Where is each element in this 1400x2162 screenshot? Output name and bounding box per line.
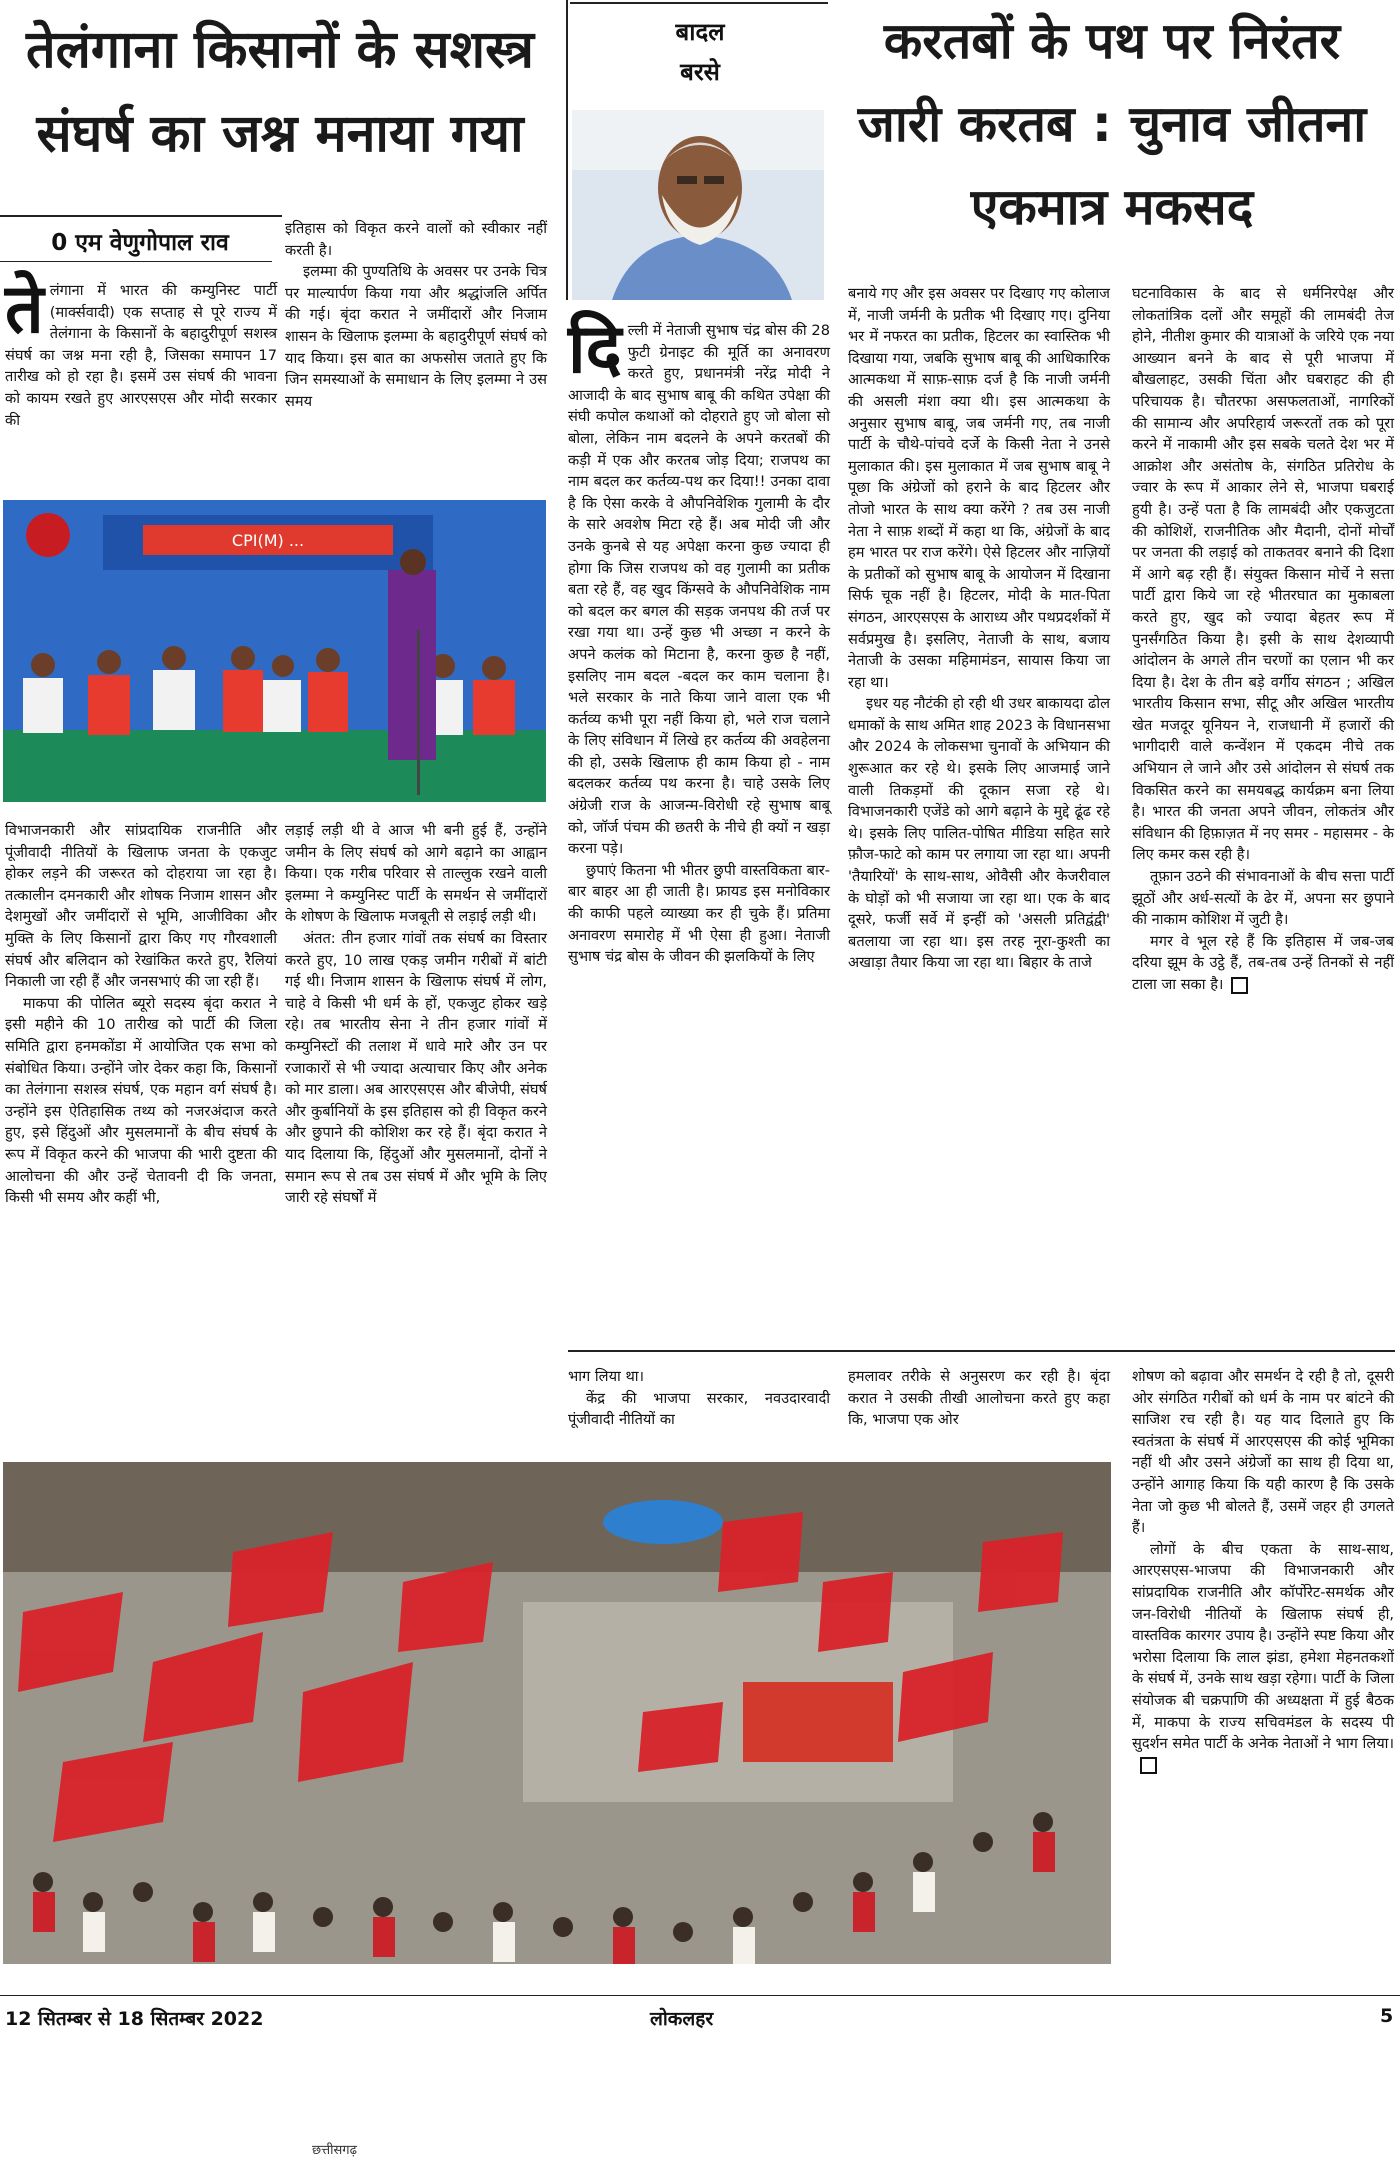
left-article-col4-bottom xyxy=(848,1366,1110,1431)
right-article-col4-top xyxy=(848,283,1110,974)
paragraph xyxy=(1132,1539,1394,1777)
columnist-portrait-photo xyxy=(572,110,824,300)
paragraph-text: मगर वे भूल रहे हैं कि इतिहास में जब-जब दरिया झूम के उट्ठे हैं, तब-तब उन्हें तिनकों से नहीं टाला जा सका है। xyxy=(1132,932,1394,993)
paragraph: माकपा की पोलित ब्यूरो सदस्य बृंदा करात ने इसी महीने की 10 तारीख को पार्टी की जिला समिति द्वारा हनमकोंडा में आयोजित एक सभा को संबोधित किया। उन्होंने जोर देकर कहा कि, किसानों का तेलंगाना सशस्त्र संघर्ष, एक महान वर्ग संघर्ष है। उन्होंने इस ऐतिहासिक तथ्य को नजरअंदाज करते हुए, इसे हिंदुओं और मुसलमानों के बीच संघर्ष के रूप में विकृत करने की भाजपा की भारी दुष्टता की आलोचना की और उन्हें चेतावनी दी कि जनता, किसी भी समय और कहीं भी, xyxy=(5,994,277,1207)
columnist-header xyxy=(570,2,830,102)
left-article-col3-bottom xyxy=(568,1366,830,1431)
end-of-article-icon xyxy=(1140,1757,1157,1774)
paragraph: इलम्मा की पुण्यतिथि के अवसर पर उनके चित्र पर माल्यार्पण किया गया और श्रद्धांजलि अर्पित की गई। बृंदा करात ने जमींदारों और निजाम शासन के खिलाफ इलम्मा के बहादुरीपूर्ण संघर्ष को याद किया। इस बात का अफसोस जताते हुए कि जिन समस्याओं के समाधान के लिए इलम्मा ने उस समय xyxy=(285,263,547,410)
right-article-col5-top xyxy=(1132,283,1394,996)
byline-rule xyxy=(0,215,282,217)
stage-meeting-photo-illustration xyxy=(3,500,546,802)
columnist-name-line1: बादल xyxy=(675,18,725,46)
footer-page-number: 5 xyxy=(1380,2005,1394,2027)
end-of-article-icon xyxy=(1231,977,1248,994)
paragraph: इधर यह नौटंकी हो रही थी उधर बाकायदा ढोल धमाकों के साथ अमित शाह 2023 के विधानसभा और 2024 के लोकसभा चुनावों के अभियान की शुरूआत कर रहे थे। इसके लिए आजमाई जाने वाली तिकड़मों की दूकान सजा रहे थे। विभाजनकारी एजेंडे को आगे बढ़ाने के मुद्दे ढूंढ रहे थे। इसके लिए पालित-पोषित मीडिया सहित सारे फ़ौज-फाटे को काम पर लगाया जा रहा था। अपनी 'तैयारियों' के साथ-साथ, ओवैसी और केजरीवाल के घोड़ों को भी सजाया जा रहा था। एक के बाद दूसरे, फर्जी सर्वे में इन्हीं को 'असली प्रतिद्वंद्वी' बतलाया जा रहा था। इस तरह नूरा-कुश्ती का अखाड़ा तैयार किया जा रहा था। बिहार के ताजे xyxy=(848,695,1110,972)
left-article-col2-top xyxy=(285,218,547,412)
byline-underline xyxy=(0,261,272,262)
paragraph xyxy=(1132,931,1394,996)
left-article-col5-bottom xyxy=(1132,1366,1394,1776)
left-article-col1-top xyxy=(5,270,277,431)
rally-red-flags-photo xyxy=(3,1462,1111,1964)
banner-text: CPI(M) ... xyxy=(231,531,305,550)
rally-photo xyxy=(3,1462,1111,1964)
paragraph: घटनाविकास के बाद से धर्मनिरपेक्ष और लोकतांत्रिक दलों और समूहों की लामबंदी तेज होने, नीतीश कुमार की यात्राओं के जरिये एक नया आख्यान बनने के बाद से पूरी भाजपा में बौखलाहट, उसकी चिंता और घबराहट की ही परिचायक है। चौतरफा असफलताओं, नागरिकों की सामान्य और अपरिहार्य जरूरतों तक को पूरा करने में नाकामी और इस सबके चलते देश भर में आक्रोश और असंतोष के, संगठित प्रतिरोध के ज्वार के रूप में आकार लेने से, भाजपा घबराई हुयी है। उन्हें पता है कि लामबंदी और एकजुटता की कोशिशें, राजनीतिक और मैदानी, दोनों मोर्चों पर जनता की लड़ाई को ताकतवर बनाने की दिशा में आगे बढ़ रही हैं। संयुक्त किसान मोर्चे ने सत्ता पार्टी द्वारा किये जा रहे भीतरघात का मुकाबला करते हुए, खुद को ज्यादा बेहतर रूप में पुनर्संगठित किया है। इसी के साथ देशव्यापी आंदोलन के अगले तीन चरणों का एलान भी कर दिया है। देश के तीन बड़े वर्गीय संगठन ; अखिल भारतीय किसान सभा, सीटू और अखिल भारतीय खेत मजदूर यूनियन ने, राजधानी में हजारों की भागीदारी वाले कन्वेंशन में एकदम नीचे तक अभियान ले जाने और उसे आंदोलन से संघर्ष तक विकसित करने का समयबद्ध कार्यक्रम बना लिया है। भारत की जनता अपने जीवन, लोकतंत्र और संविधान की हिफ़ाज़त में नए समर - महासमर - के लिए कमर कस रही है। xyxy=(1132,285,1394,864)
footer-publication: लोकलहर xyxy=(650,2008,714,2030)
paragraph: विभाजनकारी और सांप्रदायिक राजनीति और पूंजीवादी नीतियों के खिलाफ जनता के एकजुट होकर लड़ने की जरूरत को दोहराया जा रहा है। तत्कालीन दमनकारी और शोषक निजाम शासन और देशमुखों और जमींदारों से भूमि, आजीविका और मुक्ति के लिए किसानों द्वारा किए गए गौरवशाली संघर्ष और बलिदान को रेखांकित करते हुए, रैलियां निकाली जा रही हैं और जनसभाएं की जा रही हैं। xyxy=(5,822,277,991)
paragraph: ल्ली में नेताजी सुभाष चंद्र बोस की 28 फुटी ग्रेनाइट की मूर्ति का अनावरण करते हुए, प्रधानमंत्री नरेंद्र मोदी ने आजादी के बाद सुभाष बाबू की कथित उपेक्षा की संघी कपोल कथाओं को दोहराते हुए जो बोला सो बोला, लेकिन नाम बदलने के अपने करतबों की कड़ी में एक और करतब जोड़ दिया; राजपथ का नाम बदल कर कर्तव्य-पथ कर दिया!! उनका दावा है कि ऐसा करके वे औपनिवेशिक गुलामी के दौर के सारे अवशेष मिटा रहे हैं। अब मोदी जी और उनके कुनबे से यह अपेक्षा करना कुछ ज्यादा ही होगा कि जिस राजपथ को वह गुलामी का प्रतीक बता रहे हैं, वह खुद किंग्सवे के औपनिवेशिक नाम को बदल कर बगल की सड़क जनपथ की तर्ज पर रखा गया था। उन्हें कुछ भी अच्छा न करने के अपने कलंक को मिटाना है, करना कुछ है नहीं, इसलिए नाम बदल -बदल कर काम चलाना है। भले सरकार के नाते किया जाने वाला एक भी कर्तव्य कभी पूरा नहीं किया हो, भले राज चलाने के लिए संविधान में लिखे हर कर्तव्य की अवहेलना की हो, उसके खिलाफ ही काम किया हो - नाम बदलकर कर्तव्य पथ करना है। चाहे उसके लिए अंग्रेजी राज के आजन्म-विरोधी रहे सुभाष बाबू को, जॉर्ज पंचम की छतरी के नीचे ही क्यों न खड़ा करना पड़े। xyxy=(568,322,830,858)
paragraph: लंगाना में भारत की कम्युनिस्ट पार्टी (मार्क्सवादी) एक सप्ताह से पूरे राज्य में तेलंगाना के किसानों के बहादुरीपूर्ण सशस्त्र संघर्ष का जश्न मना रही है, जिसका समापन 17 तारीख को हो रहा है। इसमें उस संघर्ष की भावना को कायम रखते हुए आरएसएस और मोदी सरकार की xyxy=(5,282,277,429)
left-headline: तेलंगाना किसानों के सशस्त्र संघर्ष का जश्न मनाया गया xyxy=(25,20,534,164)
right-article-col3-top xyxy=(568,310,830,968)
stage-meeting-photo xyxy=(3,500,546,802)
section-divider xyxy=(568,1350,1395,1352)
columnist-rule xyxy=(570,2,828,4)
column-divider xyxy=(566,0,568,300)
paragraph: भाग लिया था। xyxy=(568,1368,645,1385)
paragraph-text: लोगों के बीच एकता के साथ-साथ, आरएसएस-भाजपा की विभाजनकारी और सांप्रदायिक राजनीति और कॉर्पोरेट-समर्थक और जन-विरोधी नीतियों के खिलाफ संघर्ष ही, वास्तविक कारगर उपाय है। उन्होंने स्पष्ट किया और भरोसा दिलाया कि लाल झंडा, हमेशा मेहनतकशों के संघर्ष में, उनके साथ खड़ा रहेगा। पार्टी के जिला संयोजक बी चक्रपाणि की अध्यक्षता में हुई बैठक में, माकपा के राज्य सचिवमंडल के सदस्य पी सुदर्शन समेत पार्टी के अनेक नेताओं ने भाग लिया। xyxy=(1132,1540,1394,1753)
left-article-col1-bottom xyxy=(5,820,277,1209)
paragraph: बनाये गए और इस अवसर पर दिखाए गए कोलाज में, नाजी जर्मनी के प्रतीक भी दिखाए गए। दुनिया भर में नफरत का प्रतीक, हिटलर का स्वास्तिक भी दिखाया गया, जबकि सुभाष बाबू की आधिकारिक आत्मकथा में साफ़-साफ़ दर्ज है कि नाजी जर्मनी की असली मंशा क्या थी। इस आत्मकथा के अनुसार सुभाष बाबू, जब जर्मनी गए, तब नाजी पार्टी के चौथे-पांचवे दर्जे के किसी नेता ने उनसे मुलाकात की। इस मुलाकात में जब सुभाष बाबू ने पूछा कि अंग्रेजों को हराने के बाद हिटलर और तोजो भारत के साथ क्या करेंगे ? तब उस नाजी नेता ने साफ़ शब्दों में कहा था कि, अंग्रेजों के बाद हम भारत पर राज करेंगे। ऐसे हिटलर और नाज़ियों के प्रतीकों को सुभाष बाबू के आयोजन में दिखाना सिर्फ चूक नहीं है। हिटलर, मोदी के मात-पिता संगठन, आरएसएस के आराध्य और पथप्रदर्शकों में सर्वप्रमुख है। इसलिए, नेताजी के साथ, बजाय नेताजी के उसका महिमामंडन, सायास किया जा रहा था। xyxy=(848,285,1110,691)
paragraph: केंद्र की भाजपा सरकार, नवउदारवादी पूंजीवादी नीतियों का xyxy=(568,1389,830,1429)
paragraph: अंतत: तीन हजार गांवों तक संघर्ष का विस्तार करते हुए, 10 लाख एकड़ जमीन गरीबों में बांटी गई थी। निजाम शासन के खिलाफ संघर्ष में लोग, चाहे वे किसी भी धर्म के हों, एकजुट होकर खड़े रहे। तब भारतीय सेना ने तीन हजार गांवों में कम्युनिस्टों की तलाश में धावे मारे और उन पर रजाकारों से भी ज्यादा अत्याचार किए और अनेक को मार डाला। अब आरएसएस और बीजेपी, संघर्ष और कुर्बानियों के इस इतिहास को ही विकृत करने और छुपाने की कोशिश कर रहे हैं। बृंदा करात ने याद दिलाया कि, हिंदुओं और मुसलमानों, दोनों ने समान रूप से तब उस संघर्ष में और भूमि के लिए जारी रहे संघर्षों में xyxy=(285,929,547,1207)
paragraph: लड़ाई लड़ी थी वे आज भी बनी हुई हैं, उन्होंने जमीन के लिए संघर्ष को आगे बढ़ाने का आह्वान किया। एक गरीब परिवार से ताल्लुक रखने वाली इलम्मा ने कम्युनिस्ट पार्टी के समर्थन से जमींदारों के शोषण के खिलाफ मजबूती से लड़ाई लड़ी थी। xyxy=(285,822,547,926)
left-article-col2-bottom xyxy=(285,820,547,1209)
dropcap: दि xyxy=(568,310,622,389)
right-headline: करतबों के पथ पर निरंतर जारी करतब : चुनाव जीतना एकमात्र मकसद xyxy=(857,12,1367,236)
paragraph: छुपाएं कितना भी भीतर छुपी वास्तविकता बार-बार बाहर आ ही जाती है। फ्रायड इस मनोविकार की काफी पहले व्याख्या कर ही चुके हैं। प्रतिमा अनावरण समारोह में भी ऐसा ही हुआ। नेताजी सुभाष चंद्र बोस के जीवन की झलकियों के लिए xyxy=(568,861,830,966)
footer-rule xyxy=(0,1995,1400,1996)
footer-date: 12 सितम्बर से 18 सितम्बर 2022 xyxy=(5,2008,264,2030)
footer-note: छत्तीसगढ़ xyxy=(312,2143,357,2158)
byline: 0 एम वेणुगोपाल राव xyxy=(51,230,229,256)
paragraph: इतिहास को विकृत करने वालों को स्वीकार नहीं करती है। xyxy=(285,220,547,259)
dropcap: ते xyxy=(5,270,44,349)
paragraph: तूफ़ान उठने की संभावनाओं के बीच सत्ता पार्टी झूठों और अर्ध-सत्यों के ढेर में, अपना सर छुपाने की नाकाम कोशिश में जुटी है। xyxy=(1132,868,1394,929)
paragraph: हमलावर तरीके से अनुसरण कर रही है। बृंदा करात ने उसकी तीखी आलोचना करते हुए कहा कि, भाजपा एक ओर xyxy=(848,1368,1110,1429)
paragraph: शोषण को बढ़ावा और समर्थन दे रही है तो, दूसरी ओर संगठित गरीबों को धर्म के नाम पर बांटने की साजिश रच रही है। यह याद दिलाते हुए कि स्वतंत्रता के संघर्ष में आरएसएस की कोई भूमिका नहीं थी और उसने अंग्रेजों का साथ ही दिया था, उन्होंने आगाह किया कि यही कारण है कि उसके नेता जो कुछ भी बोलते हैं, उसमें जहर ही उगलते हैं। xyxy=(1132,1368,1394,1537)
columnist-name-line2: बरसे xyxy=(680,58,720,86)
columnist-portrait xyxy=(572,110,824,300)
